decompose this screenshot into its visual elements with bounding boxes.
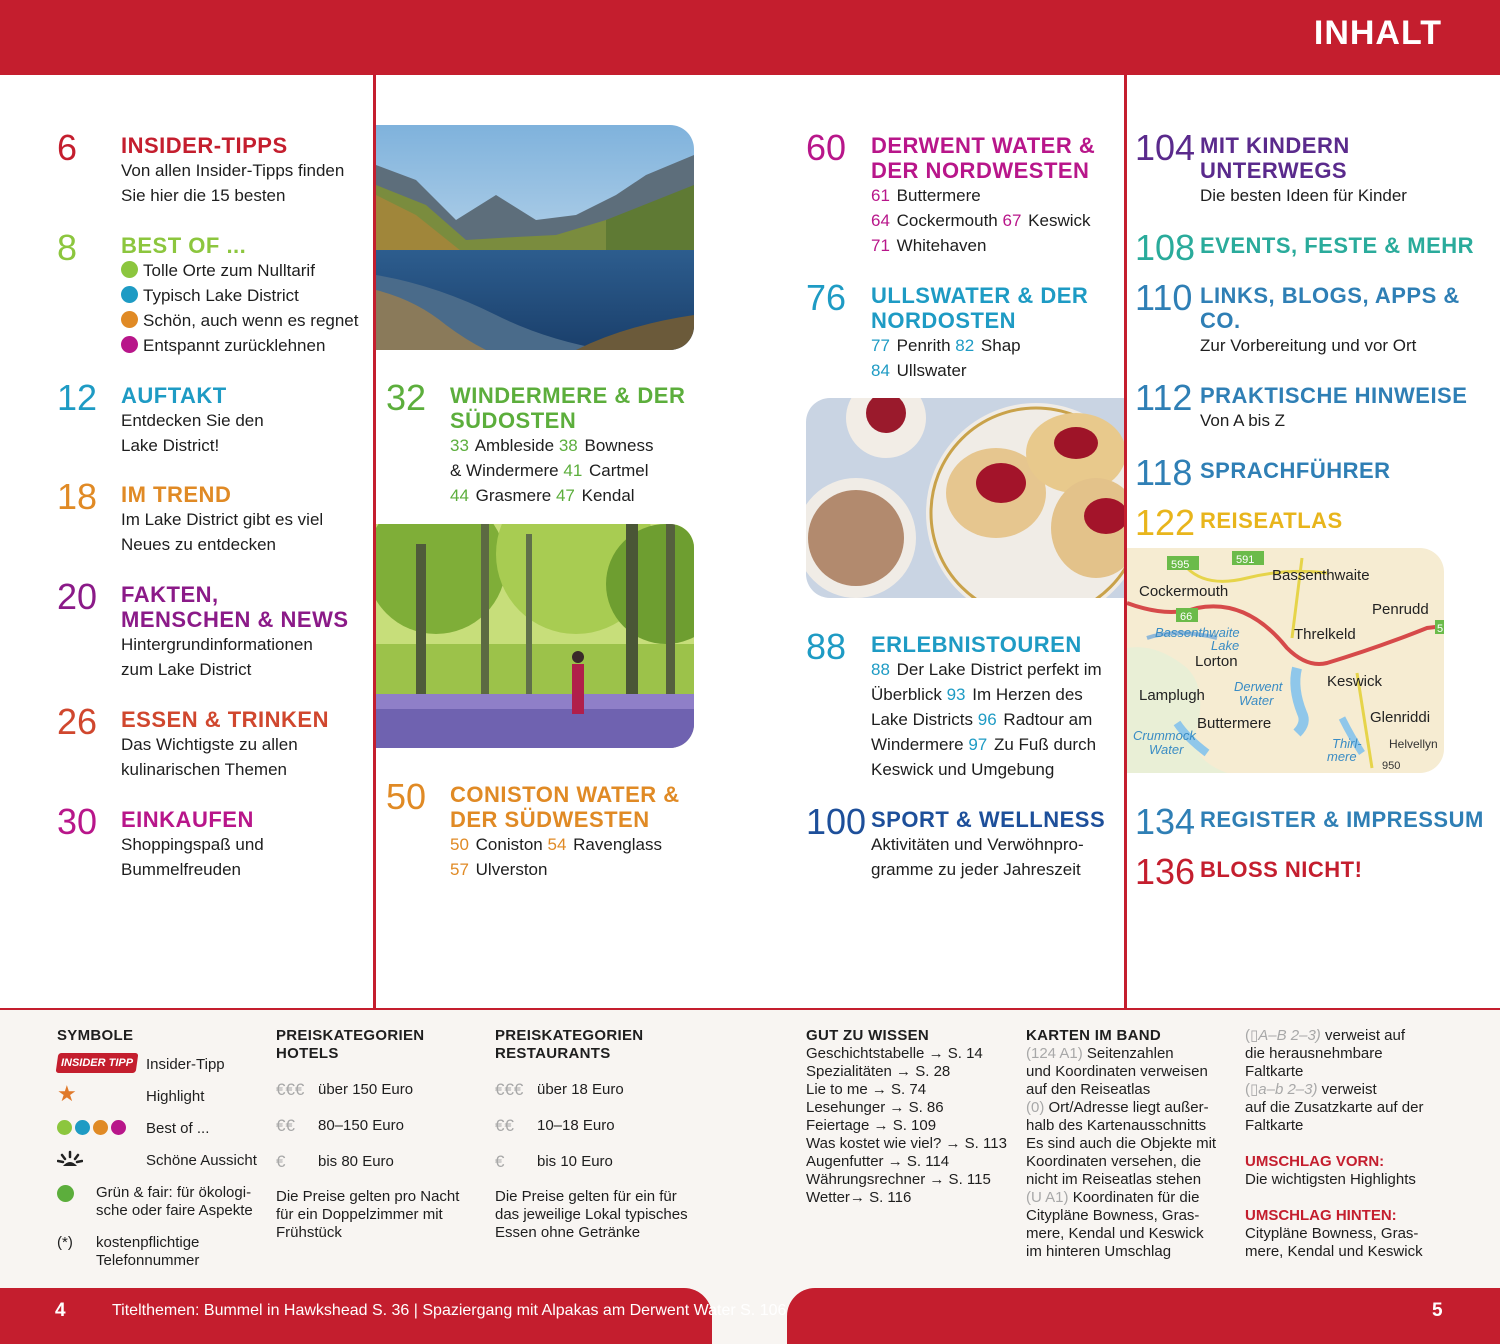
toc-entry-description: Neues zu entdecken (121, 535, 276, 554)
toc-entry[interactable] (806, 277, 1116, 380)
karten-line: auf den Reiseatlas (1026, 1081, 1151, 1098)
toc-entry[interactable] (806, 626, 1116, 779)
subpage-name: Ravenglass (573, 835, 662, 854)
toc-page-number: 12 (57, 377, 98, 418)
scones-photo (806, 398, 1124, 598)
toc-entry-subpages (871, 358, 967, 383)
subpage-name: Whitehaven (896, 236, 987, 255)
toc-entry[interactable] (386, 776, 716, 879)
insider-tipp-icon: INSIDER TIPP (56, 1053, 139, 1073)
gut-zu-wissen-item[interactable]: Augenfutter → S. 114 (806, 1153, 950, 1170)
map-label: Lorton (1195, 653, 1238, 670)
toc-entry-description: zum Lake District (121, 660, 252, 679)
toc-section-title: IM TREND (121, 482, 232, 507)
gut-zu-wissen-item[interactable]: Was kostet wie viel? → S. 113 (806, 1135, 1007, 1152)
toc-section-title: ERLEBNISTOUREN (871, 632, 1082, 657)
toc-section-title: WINDERMERE & DER (450, 383, 686, 408)
reiseatlas-map (1127, 548, 1444, 773)
toc-entry-description: Von allen Insider-Tipps finden (121, 161, 345, 180)
subpage-number: 77 (871, 336, 890, 355)
karten-line: auf die Zusatzkarte auf der (1245, 1099, 1424, 1116)
subpage-name: Ullswater (896, 361, 967, 380)
subpage-number: 88 (871, 660, 890, 679)
umschlag-hinten-text: mere, Kendal und Keswick (1245, 1243, 1423, 1260)
toc-section-title: CONISTON WATER & (450, 782, 680, 807)
toc-section-title: FAKTEN, (121, 582, 219, 607)
toc-section-title: DER NORDWESTEN (871, 158, 1090, 183)
subpage-name: Penrith (896, 336, 951, 355)
subpage-number: 64 (871, 211, 890, 230)
best-of-dot-icon (121, 261, 138, 278)
subpage-name: Überblick (871, 685, 942, 704)
hotels-note: Frühstück (276, 1224, 342, 1241)
subpage-name: Shap (980, 336, 1021, 355)
map-label: Threlkeld (1294, 626, 1356, 643)
subpage-name: Buttermere (896, 186, 981, 205)
restaurants-heading: RESTAURANTS (495, 1045, 611, 1062)
symbol-label: Schöne Aussicht (146, 1152, 257, 1169)
toc-entry[interactable] (1135, 227, 1475, 268)
toc-section-title: ULLSWATER & DER (871, 283, 1089, 308)
toc-entry[interactable] (57, 227, 387, 355)
gut-zu-wissen-item[interactable]: Wetter→ S. 116 (806, 1189, 912, 1206)
map-water-label: Water (1239, 693, 1274, 708)
subpage-number: 71 (871, 236, 890, 255)
subpage-name: Grasmere (475, 486, 552, 505)
karten-line: (▯a–b 2–3) verweist (1245, 1081, 1377, 1098)
scenic-view-icon (57, 1150, 83, 1173)
toc-entry-description: kulinarischen Themen (121, 760, 287, 779)
toc-page-number: 88 (806, 626, 847, 667)
subpage-number: 54 (547, 835, 567, 854)
toc-entry-description: Aktivitäten und Verwöhnpro- (871, 835, 1084, 854)
toc-page-number: 118 (1135, 452, 1193, 493)
map-label: Helvellyn (1389, 737, 1438, 751)
gut-zu-wissen-item[interactable]: Lesehunger → S. 86 (806, 1099, 944, 1116)
toc-section-title: INSIDER-TIPPS (121, 133, 288, 158)
subpage-number: 84 (871, 361, 890, 380)
restaurants-note: Die Preise gelten für ein für (495, 1188, 677, 1205)
price-symbol: €€ (495, 1116, 514, 1135)
page-title: INHALT (1313, 14, 1442, 52)
header-bar (0, 0, 1500, 75)
toc-page-number: 6 (57, 127, 78, 168)
toc-page-number: 122 (1135, 502, 1196, 543)
best-of-dots-icon (57, 1120, 126, 1140)
subpage-name: Lake Districts (871, 710, 974, 729)
hotels-heading: PREISKATEGORIEN (276, 1027, 425, 1044)
subpage-name: Radtour am (1003, 710, 1093, 729)
toc-section-title: DER SÜDWESTEN (450, 807, 650, 832)
toc-page-number: 30 (57, 801, 98, 842)
price-range: über 150 Euro (318, 1081, 414, 1098)
column-divider (1124, 75, 1127, 1008)
toc-entry[interactable] (806, 127, 1116, 255)
toc-entry-description: Von A bis Z (1200, 411, 1286, 430)
karten-line: Es sind auch die Objekte mit (1026, 1135, 1217, 1152)
toc-entry-subpages (450, 458, 649, 483)
hotels-note: für ein Doppelzimmer mit (276, 1206, 443, 1223)
karten-heading: KARTEN IM BAND (1026, 1027, 1162, 1044)
toc-section-title: CO. (1200, 308, 1241, 333)
price-range: 80–150 Euro (318, 1117, 404, 1134)
price-range: bis 80 Euro (318, 1153, 394, 1170)
toc-page-number: 112 (1135, 377, 1193, 418)
toc-entry-description: Schön, auch wenn es regnet (121, 308, 358, 333)
phone-cost-icon: (*) (57, 1234, 73, 1251)
subpage-number: 96 (977, 710, 997, 729)
subpage-name: Windermere (871, 735, 964, 754)
toc-section-title: EINKAUFEN (121, 807, 254, 832)
toc-section-title: LINKS, BLOGS, APPS & (1200, 283, 1460, 308)
toc-entry-subpages (871, 732, 1096, 757)
map-road-label: 66 (1180, 611, 1193, 623)
toc-entry-description: Im Lake District gibt es viel (121, 510, 324, 529)
karten-line: mere, Kendal und Keswick (1026, 1225, 1204, 1242)
toc-section-title: DERWENT WATER & (871, 133, 1096, 158)
karten-line: Koordinaten versehen, die (1026, 1153, 1202, 1170)
price-symbol: €€€ (495, 1080, 524, 1099)
price-symbol: €€ (276, 1116, 295, 1135)
subpage-number: 38 (558, 436, 578, 455)
subpage-name: Keswick (1028, 211, 1091, 230)
toc-entry-description: Die besten Ideen für Kinder (1200, 186, 1407, 205)
toc-entry[interactable] (57, 127, 387, 205)
symbole-heading: SYMBOLE (57, 1027, 134, 1044)
toc-entry-subpages (871, 208, 1091, 233)
hotels-note: Die Preise gelten pro Nacht (276, 1188, 460, 1205)
toc-entry-description: Entspannt zurücklehnen (121, 333, 325, 358)
map-label: Cockermouth (1139, 583, 1229, 600)
symbol-label: Grün & fair: für ökologi- (96, 1184, 252, 1201)
map-label: Lamplugh (1139, 687, 1205, 704)
map-road-label: 595 (1171, 559, 1190, 571)
symbol-label: Highlight (146, 1088, 205, 1105)
toc-entry-description: Hintergrundinformationen (121, 635, 313, 654)
subpage-number: 82 (955, 336, 975, 355)
toc-entry[interactable] (57, 801, 387, 879)
subpage-number: 93 (946, 685, 966, 704)
green-fair-icon (57, 1185, 74, 1202)
karten-line: im hinteren Umschlag (1026, 1243, 1172, 1260)
price-symbol: € (276, 1152, 286, 1171)
toc-entry-subpages (450, 483, 635, 508)
toc-page-number: 20 (57, 576, 98, 617)
toc-entry[interactable] (386, 377, 716, 505)
toc-section-title: MIT KINDERN (1200, 133, 1350, 158)
price-range: über 18 Euro (537, 1081, 624, 1098)
karten-line: (124 A1) Seitenzahlen (1026, 1045, 1174, 1062)
toc-page-number: 18 (57, 476, 98, 517)
toc-section-title: UNTERWEGS (1200, 158, 1348, 183)
umschlag-vorn-heading: UMSCHLAG VORN: (1245, 1153, 1385, 1170)
subpage-name: Kendal (581, 486, 635, 505)
toc-entry[interactable] (57, 476, 387, 554)
symbol-label: Best of ... (146, 1120, 210, 1137)
toc-entry-description: Shoppingspaß und (121, 835, 264, 854)
subpage-name: Ulverston (475, 860, 548, 879)
toc-entry[interactable] (1135, 127, 1455, 205)
toc-entry-description: gramme zu jeder Jahreszeit (871, 860, 1081, 879)
map-icon: ▯ (1250, 1027, 1259, 1044)
map-water-label: Thirl- (1332, 736, 1362, 751)
umschlag-hinten-heading: UMSCHLAG HINTEN: (1245, 1207, 1397, 1224)
toc-entry-subpages (871, 183, 981, 208)
restaurants-note: Essen ohne Getränke (495, 1224, 641, 1241)
subpage-name: Der Lake District perfekt im (896, 660, 1102, 679)
subpage-number: 33 (450, 436, 469, 455)
price-range: 10–18 Euro (537, 1117, 615, 1134)
karten-line: Faltkarte (1245, 1117, 1304, 1134)
toc-page-number: 136 (1135, 851, 1196, 892)
toc-entry-subpages (871, 233, 986, 258)
hotels-heading: HOTELS (276, 1045, 339, 1062)
toc-section-title: ESSEN & TRINKEN (121, 707, 329, 732)
toc-entry-description: Bummelfreuden (121, 860, 242, 879)
toc-entry[interactable] (1135, 277, 1460, 355)
gut-zu-wissen-item[interactable]: Währungsrechner → S. 115 (806, 1171, 991, 1188)
toc-entry[interactable] (1135, 851, 1455, 892)
toc-section-title: REISEATLAS (1200, 508, 1343, 533)
subpage-name: & Windermere (450, 461, 559, 480)
karten-line: (▯A–B 2–3) verweist auf (1245, 1027, 1406, 1044)
toc-section-title: BLOSS NICHT! (1200, 857, 1363, 882)
map-water-label: Water (1149, 742, 1184, 757)
toc-entry[interactable] (57, 377, 387, 455)
toc-entry-description: Sie hier die 15 besten (121, 186, 286, 205)
toc-page-number: 108 (1135, 227, 1196, 268)
map-label: Bassenthwaite (1272, 567, 1370, 584)
gut-zu-wissen-item[interactable]: Lie to me → S. 74 (806, 1081, 927, 1098)
toc-entry[interactable] (806, 801, 1116, 879)
map-water-label: Crummock (1133, 728, 1196, 743)
karten-line: (0) Ort/Adresse liegt außer- (1026, 1099, 1209, 1116)
footer-right (787, 1288, 1500, 1344)
toc-page-number: 110 (1135, 277, 1193, 318)
gut-zu-wissen-item[interactable]: Spezialitäten → S. 28 (806, 1063, 951, 1080)
toc-entry[interactable] (1135, 502, 1455, 543)
subpage-name: Zu Fuß durch (993, 735, 1097, 754)
toc-page-number: 8 (57, 227, 78, 268)
umschlag-hinten-text: Citypläne Bowness, Gras- (1245, 1225, 1419, 1242)
subpage-name: Bowness (584, 436, 654, 455)
subpage-name: Cartmel (589, 461, 649, 480)
subpage-number: 97 (968, 735, 988, 754)
price-range: bis 10 Euro (537, 1153, 613, 1170)
subpage-number: 67 (1002, 211, 1022, 230)
toc-entry-description: Lake District! (121, 436, 220, 455)
toc-section-title: PRAKTISCHE HINWEISE (1200, 383, 1468, 408)
best-of-dot-icon (121, 286, 138, 303)
footer-cover-topics: Titelthemen: Bummel in Hawkshead S. 36 | Spaziergang mit Alpakas am Derwent Water S. 106 (112, 1302, 787, 1319)
toc-page-number: 60 (806, 127, 847, 168)
karten-line: (U A1) Koordinaten für die (1026, 1189, 1200, 1206)
symbol-label: sche oder faire Aspekte (96, 1202, 253, 1219)
toc-section-title: EVENTS, FESTE & MEHR (1200, 233, 1475, 258)
subpage-number: 44 (450, 486, 469, 505)
gut-zu-wissen-item[interactable]: Feiertage → S. 109 (806, 1117, 937, 1134)
page-number-right: 5 (1432, 1300, 1443, 1321)
subpage-number: 47 (555, 486, 575, 505)
toc-section-title: SPORT & WELLNESS (871, 807, 1106, 832)
map-label: 950 (1382, 760, 1401, 772)
map-water-label: Derwent (1234, 679, 1283, 694)
subpage-number: 57 (450, 860, 469, 879)
toc-page-number: 134 (1135, 801, 1196, 842)
subpage-number: 50 (450, 835, 469, 854)
star-icon: ★ (57, 1081, 77, 1106)
toc-page-number: 32 (386, 377, 427, 418)
toc-entry-subpages (871, 657, 1102, 682)
forest-photo (376, 524, 694, 748)
toc-entry-subpages (871, 682, 1083, 707)
price-symbol: € (495, 1152, 505, 1171)
toc-section-title: REGISTER & IMPRESSUM (1200, 807, 1484, 832)
symbol-label: kostenpflichtige (96, 1234, 200, 1251)
umschlag-vorn-text: Die wichtigsten Highlights (1245, 1171, 1416, 1188)
page-number-left: 4 (55, 1300, 66, 1321)
toc-entry-description: Entdecken Sie den (121, 411, 264, 430)
toc-entry[interactable] (1135, 377, 1468, 430)
toc-page-number: 104 (1135, 127, 1196, 168)
toc-section-title: AUFTAKT (121, 383, 227, 408)
legend-divider (0, 1008, 1500, 1010)
subpage-name: Cockermouth (896, 211, 998, 230)
toc-page-number: 76 (806, 277, 847, 318)
gut-zu-wissen-item[interactable]: Geschichtstabelle → S. 14 (806, 1045, 983, 1062)
map-label: Penrudd (1372, 601, 1429, 618)
map-water-label: Bassenthwaite (1155, 625, 1240, 640)
toc-entry-subpages (450, 857, 547, 882)
subpage-name: Ambleside (474, 436, 555, 455)
symbol-label: Telefonnummer (96, 1252, 200, 1269)
toc-page-number: 26 (57, 701, 98, 742)
best-of-dot-icon (121, 311, 138, 328)
toc-entry[interactable] (1135, 452, 1455, 493)
toc-section-title: SPRACHFÜHRER (1200, 458, 1391, 483)
karten-line: Faltkarte (1245, 1063, 1304, 1080)
toc-entry-description: Zur Vorbereitung und vor Ort (1200, 336, 1417, 355)
karten-line: halb des Kartenausschnitts (1026, 1117, 1207, 1134)
subpage-name: Im Herzen des (972, 685, 1083, 704)
toc-entry[interactable] (57, 576, 387, 679)
map-icon: ▯ (1250, 1081, 1259, 1098)
toc-entry-description: Das Wichtigste zu allen (121, 735, 298, 754)
map-label: Glenriddi (1370, 709, 1431, 726)
lake-photo (376, 125, 694, 350)
karten-line: Citypläne Bowness, Gras- (1026, 1207, 1200, 1224)
subpage-number: 41 (563, 461, 583, 480)
toc-page-number: 100 (806, 801, 867, 842)
toc-entry[interactable] (57, 701, 387, 779)
toc-section-title: BEST OF ... (121, 233, 247, 258)
toc-section-title: SÜDOSTEN (450, 408, 577, 433)
toc-entry-description: Typisch Lake District (121, 283, 299, 308)
map-road-label: 5 (1437, 623, 1444, 635)
subpage-number: 61 (871, 186, 890, 205)
toc-page-number: 50 (386, 776, 427, 817)
toc-entry-description: Tolle Orte zum Nulltarif (121, 258, 315, 283)
map-label: Buttermere (1197, 715, 1272, 732)
map-road-label: 591 (1236, 554, 1255, 566)
map-water-label: Lake (1211, 638, 1240, 653)
toc-section-title: NORDOSTEN (871, 308, 1017, 333)
toc-entry-subpages (871, 757, 1054, 782)
toc-entry-subpages (871, 707, 1092, 732)
symbol-label: Insider-Tipp (146, 1056, 225, 1073)
toc-entry-subpages (450, 433, 653, 458)
toc-entry-subpages (871, 333, 1021, 358)
restaurants-note: das jeweilige Lokal typisches (495, 1206, 688, 1223)
gut-zu-wissen-heading: GUT ZU WISSEN (806, 1027, 930, 1044)
restaurants-heading: PREISKATEGORIEN (495, 1027, 644, 1044)
subpage-name: Coniston (475, 835, 543, 854)
toc-section-title: MENSCHEN & NEWS (121, 607, 349, 632)
toc-entry-subpages (450, 832, 662, 857)
karten-line: und Koordinaten verweisen (1026, 1063, 1208, 1080)
price-symbol: €€€ (276, 1080, 305, 1099)
toc-entry[interactable] (1135, 801, 1484, 842)
subpage-name: Keswick und Umgebung (871, 760, 1055, 779)
best-of-dot-icon (121, 336, 138, 353)
karten-line: die herausnehmbare (1245, 1045, 1383, 1062)
map-label: Keswick (1327, 673, 1383, 690)
map-water-label: mere (1327, 749, 1357, 764)
karten-line: nicht im Reiseatlas stehen (1026, 1171, 1202, 1188)
